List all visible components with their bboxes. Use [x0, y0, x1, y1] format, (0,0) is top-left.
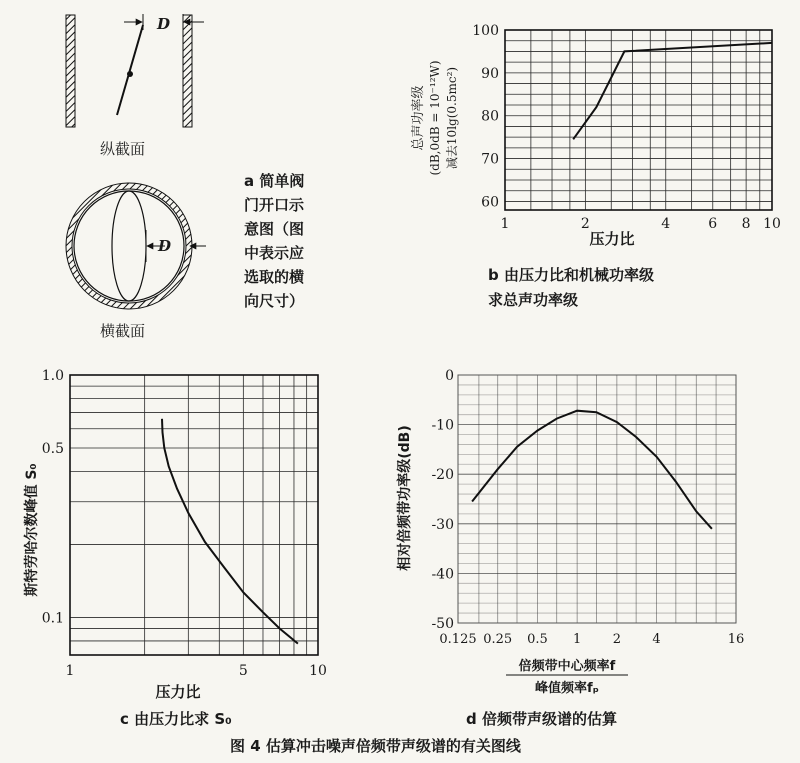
chart-c-xlabel: 压力比	[155, 683, 201, 701]
chart-d-ytick-label: -10	[431, 417, 454, 434]
valve-disk	[112, 191, 146, 301]
chart-d-xtick-label: 0.5	[527, 632, 548, 647]
caption-a-line-5: 选取的横	[244, 268, 305, 286]
chart-d-ylabel: 相对倍频带功率级(dB)	[397, 425, 413, 571]
chart-b-xtick-label: 2	[580, 216, 590, 232]
chart-b-ylabel-line-2: (dB,0dB = 10⁻¹²W)	[428, 60, 442, 176]
chart-c-xtick-label: 5	[238, 663, 248, 679]
chart-b-xtick-label: 1	[500, 216, 510, 232]
caption-a-line-1: a 简单阀	[244, 172, 305, 190]
chart-d-xtick-label: 4	[652, 632, 661, 647]
valve-plate	[117, 25, 143, 115]
chart-b-ytick-label: 80	[481, 108, 499, 125]
chart-b-frame	[505, 30, 772, 210]
chart-d-ytick-label: 0	[445, 368, 454, 384]
panel-a-caption	[244, 172, 305, 310]
chart-c-ytick-label: 1.0	[41, 368, 64, 384]
chart-c-series	[162, 419, 298, 644]
chart-b-ylabel-line-3: 减去10lg(0.5mc²)	[445, 66, 459, 170]
chart-d-xtick-label: 0.125	[439, 632, 477, 647]
chart-b-line	[573, 43, 772, 139]
chart-d-ytick-label: -20	[431, 467, 454, 484]
right-wall	[183, 15, 192, 127]
chart-b-xtick-label: 8	[741, 216, 751, 232]
chart-b-ylabel	[411, 60, 459, 175]
figure-caption: 图 4 估算冲击噪声倍频带声级谱的有关图线	[230, 737, 521, 755]
chart-c-ylabel: 斯特劳哈尔数峰值 S₀	[24, 463, 40, 597]
chart-b-series	[573, 43, 772, 139]
chart-b-ytick-label: 70	[481, 151, 499, 168]
chart-b-tick-labels	[472, 23, 781, 232]
panel-a-diagram	[66, 14, 305, 340]
label-D-bottom: D	[158, 237, 172, 255]
left-wall	[66, 15, 75, 127]
chart-d-xlabel-denominator: 峰值频率fₚ	[535, 681, 599, 696]
caption-a-line-4: 中表示应	[244, 244, 305, 262]
chart-d-xtick-label: 1	[573, 632, 582, 647]
chart-b-caption-2: 求总声功率级	[488, 291, 579, 309]
chart-c-xtick-label: 1	[65, 663, 75, 679]
chart-b-ytick-label: 100	[472, 23, 499, 39]
chart-c-ytick-label: 0.5	[41, 440, 64, 457]
chart-d-xtick-label: 16	[727, 632, 745, 647]
chart-b-grid	[505, 30, 772, 210]
caption-a-line-6: 向尺寸）	[244, 292, 305, 310]
chart-d-ytick-label: -40	[431, 566, 454, 583]
chart-c-grid	[70, 375, 318, 655]
chart-d-ytick-label: -50	[431, 616, 454, 632]
chart-c-frame	[70, 375, 318, 655]
chart-d-xlabel-numerator: 倍频带中心频率f	[518, 659, 616, 674]
chart-b-xtick-label: 6	[708, 216, 718, 232]
chart-c-ytick-label: 0.1	[41, 610, 64, 627]
chart-c	[23, 368, 327, 728]
chart-b-ylabel-line-1: 总声功率级	[411, 85, 426, 151]
valve-pivot	[127, 71, 133, 77]
caption-a-line-2: 门开口示	[244, 196, 305, 214]
chart-d-xtick-label: 0.25	[483, 632, 513, 647]
chart-b-xtick-label: 10	[763, 216, 781, 232]
chart-c-caption: c 由压力比求 S₀	[120, 710, 232, 728]
chart-c-xtick-label: 10	[309, 663, 327, 679]
chart-b-xtick-label: 4	[661, 216, 671, 232]
chart-d-tick-labels	[431, 368, 744, 647]
chart-b-ytick-label: 90	[481, 65, 499, 82]
chart-d	[396, 368, 744, 728]
chart-c-line	[162, 419, 298, 644]
chart-b-caption-1: b 由压力比和机械功率级	[488, 266, 654, 284]
chart-b-xlabel: 压力比	[589, 230, 635, 248]
caption-a-line-3: 意图（图	[244, 220, 305, 238]
chart-b-ytick-label: 60	[481, 194, 499, 211]
chart-d-ytick-label: -30	[431, 516, 454, 533]
label-D-top: D	[157, 15, 171, 33]
chart-b	[411, 23, 781, 309]
chart-d-xtick-label: 2	[612, 632, 621, 647]
cross-caption: 横截面	[100, 322, 146, 340]
chart-d-caption: d 倍频带声级谱的估算	[466, 710, 617, 728]
longitudinal-caption: 纵截面	[100, 140, 146, 158]
